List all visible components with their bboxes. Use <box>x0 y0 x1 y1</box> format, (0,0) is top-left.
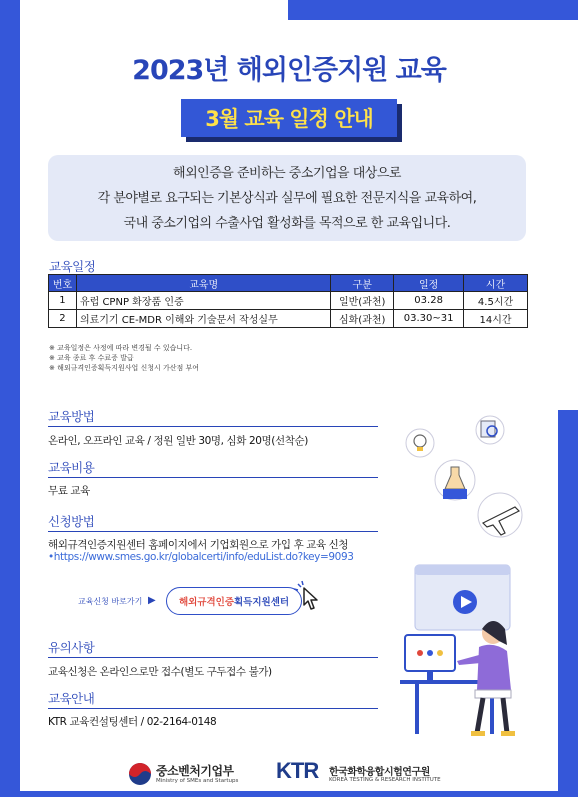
cell-number: 2 <box>49 310 77 328</box>
cost-text: 무료 교육 <box>48 485 90 497</box>
cell-time: 4.5시간 <box>464 292 528 310</box>
divider <box>48 708 378 709</box>
table-row <box>49 310 528 328</box>
cell-type: 심화(과천) <box>331 310 394 328</box>
header-course: 교육명 <box>76 275 330 292</box>
divider <box>48 657 378 658</box>
apply-button-blue-text: 획득지원센터 <box>234 597 290 608</box>
divider <box>48 477 378 478</box>
cell-date: 03.30~31 <box>394 310 464 328</box>
table-header-row <box>49 275 528 292</box>
apply-url-link[interactable]: •https://www.smes.go.kr/globalcerti/info/eduList.do?key=9093 <box>48 551 354 563</box>
intro-line: 해외인증을 준비하는 중소기업을 대상으로 <box>173 165 401 181</box>
method-label: 교육방법 <box>48 409 95 424</box>
cell-time: 14시간 <box>464 310 528 328</box>
background-right-bar <box>558 410 578 797</box>
subtitle-text: 3월 교육 일정 안내 <box>181 99 397 137</box>
intro-line: 각 분야별로 요구되는 기본상식과 실무에 필요한 전문지식을 교육하여, <box>97 190 477 206</box>
schedule-label: 교육일정 <box>49 259 96 274</box>
cell-type: 일반(과천) <box>331 292 394 310</box>
schedule-notes <box>49 343 199 373</box>
subtitle-banner <box>181 99 397 137</box>
ministry-logo-icon <box>128 762 152 786</box>
arrow-right-icon: ▶ <box>148 595 156 606</box>
header-number: 번호 <box>49 275 77 292</box>
ktr-logo: KTR <box>276 758 319 783</box>
apply-button-red-text: 해외규격인증 <box>178 597 234 608</box>
cell-date: 03.28 <box>394 292 464 310</box>
contact-label: 교육안내 <box>48 691 95 706</box>
ministry-name-en: Ministry of SMEs and Startups <box>156 778 239 784</box>
education-illustration <box>395 415 555 745</box>
ktr-name-en: KOREA TESTING & RESEARCH INSTITUTE <box>329 777 441 783</box>
cell-course: 의료기기 CE-MDR 이해와 기술문서 작성실무 <box>76 310 330 328</box>
cost-label: 교육비용 <box>48 460 95 475</box>
note-line: ※ 해외규격인증획득지원사업 신청시 가산점 부여 <box>49 364 200 372</box>
contact-text: KTR 교육컨설팅센터 / 02-2164-0148 <box>48 716 217 728</box>
apply-center-button[interactable] <box>166 587 302 615</box>
footer <box>0 752 578 792</box>
table-row <box>49 292 528 310</box>
ministry-name: 중소벤처기업부 <box>156 764 234 778</box>
caution-text: 교육신청은 온라인으로만 접수(별도 구두접수 불가) <box>48 666 272 678</box>
apply-shortcut-label: 교육신청 바로가기 <box>78 597 143 606</box>
apply-text: 해외규격인증지원센터 홈페이지에서 기업회원으로 가입 후 교육 신청 <box>48 539 349 551</box>
note-line: ※ 교육 종료 후 수료증 발급 <box>49 354 134 362</box>
divider <box>48 531 378 532</box>
cell-number: 1 <box>49 292 77 310</box>
background-left-bar <box>0 0 20 797</box>
header-time: 시간 <box>464 275 528 292</box>
apply-label: 신청방법 <box>48 514 95 529</box>
caution-label: 유의사항 <box>48 640 95 655</box>
divider <box>48 426 378 427</box>
header-date: 일정 <box>394 275 464 292</box>
intro-line: 국내 중소기업의 수출사업 활성화를 목적으로 한 교육입니다. <box>123 215 451 231</box>
page-title: 2023년 해외인증지원 교육 <box>132 55 446 86</box>
cell-course: 유럽 CPNP 화장품 인증 <box>76 292 330 310</box>
ktr-name: 한국화학융합시험연구원 <box>329 767 430 778</box>
schedule-table <box>48 274 528 328</box>
method-text: 온라인, 오프라인 교육 / 정원 일반 30명, 심화 20명(선착순) <box>48 435 308 447</box>
note-line: ※ 교육일정은 사정에 따라 변경될 수 있습니다. <box>49 344 193 352</box>
cursor-hand-icon <box>290 578 330 618</box>
intro-box <box>48 155 526 241</box>
header-type: 구분 <box>331 275 394 292</box>
background-top-bar <box>288 0 578 20</box>
